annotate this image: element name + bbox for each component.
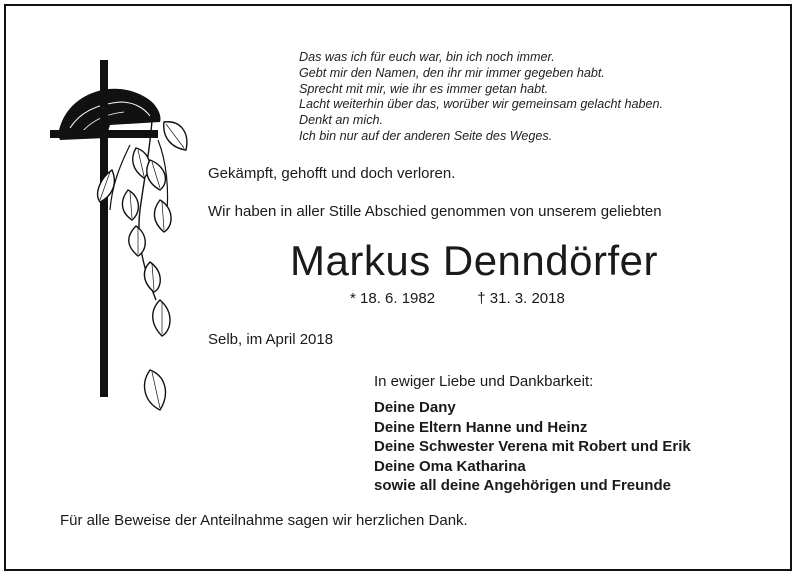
mourners-list [374,398,691,496]
cross-with-branch-icon [40,50,200,420]
thanks-line: Für alle Beweise der Anteilnahme sagen wir herzlichen Dank. [60,512,468,529]
birth-date: * 18. 6. 1982 [350,290,436,307]
poem-line: Ich bin nur auf der anderen Seite des Weges. [299,128,553,143]
poem-line: Lacht weiterhin über das, worüber wir gemeinsam gelacht haben. [299,97,664,112]
poem-line: Gebt mir den Namen, den ihr mir immer gegeben habt. [299,65,605,80]
closing-intro: In ewiger Liebe und Dankbarkeit: [374,373,594,390]
intro-line-2: Wir haben in aller Stille Abschied genommen von unserem geliebten [208,203,662,220]
mourner-entry: Deine Dany [374,399,456,416]
place-date: Selb, im April 2018 [208,331,334,348]
mourner-entry: Deine Oma Katharina [374,457,526,475]
intro-line-1: Gekämpft, gehofft und doch verloren. [208,165,456,182]
poem-line: Denkt an mich. [299,113,383,128]
deceased-name: Markus Denndörfer [290,237,658,284]
mourner-entry: Deine Eltern Hanne und Heinz [374,418,588,436]
poem-line: Sprecht mit mir, wie ihr es immer getan habt. [299,81,549,96]
death-date: † 31. 3. 2018 [477,290,565,307]
poem [299,50,779,145]
mourner-entry: Deine Schwester Verena mit Robert und Erik [374,438,691,455]
poem-line: Das was ich für euch war, bin ich noch immer. [299,50,555,64]
life-dates [350,290,565,307]
mourner-entry: sowie all deine Angehörigen und Freunde [374,477,671,494]
